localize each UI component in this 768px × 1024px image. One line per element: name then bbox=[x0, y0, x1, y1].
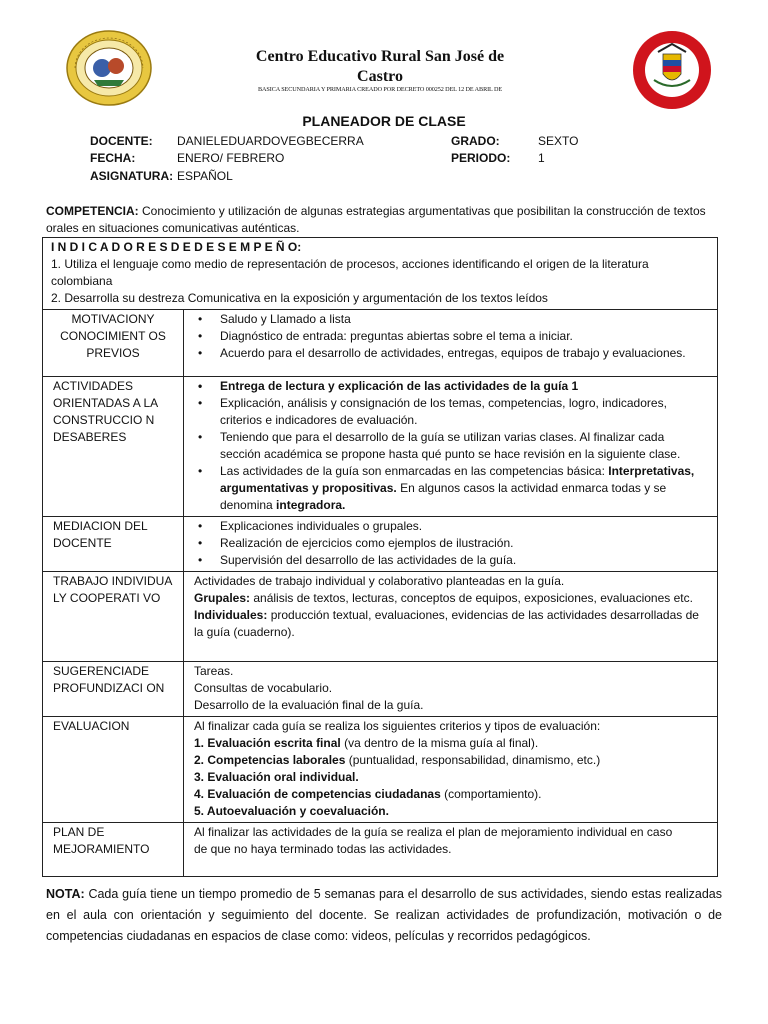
evaluacion-intro: Al finalizar cada guía se realiza los siguientes criterios y tipos de evaluación: bbox=[194, 719, 601, 733]
nota-paragraph bbox=[46, 884, 722, 947]
individuales-label: Individuales: bbox=[194, 608, 268, 622]
fecha-value: ENERO/ FEBRERO bbox=[177, 151, 285, 165]
periodo-value: 1 bbox=[538, 151, 545, 165]
plan-line2: de que no haya terminado todas las actividades. bbox=[194, 842, 452, 856]
individuales-text: producción textual, evaluaciones, evidencias de las actividades desarrolladas de la guía (cuaderno). bbox=[194, 608, 699, 639]
list-item: • Supervisión del desarrollo de las actividades de la guía. bbox=[194, 552, 707, 569]
trabajo-individuales bbox=[194, 607, 707, 641]
eval1-text: (va dentro de la misma guía al final). bbox=[340, 736, 539, 750]
asignatura-label: ASIGNATURA: bbox=[90, 169, 174, 183]
nota-label: NOTA: bbox=[46, 887, 85, 901]
table-row-actividades bbox=[43, 377, 718, 517]
indicador-item-2: 2. Desarrolla su destreza Comunicativa en la exposición y argumentación de los textos leídos bbox=[51, 291, 548, 305]
list-item: • Diagnóstico de entrada: preguntas abiertas sobre el tema a iniciar. bbox=[194, 328, 707, 345]
colombia-coat-of-arms-logo bbox=[632, 30, 712, 110]
sugerencia-line3: Desarrollo de la evaluación final de la guía. bbox=[194, 698, 424, 712]
docente-value: DANIELEDUARDOVEGBECERRA bbox=[177, 134, 364, 148]
grupales-text: análisis de textos, lecturas, conceptos de equipos, exposiciones, evaluaciones etc. bbox=[250, 591, 693, 605]
evaluacion-item-1 bbox=[194, 735, 707, 752]
list-item: • Explicaciones individuales o grupales. bbox=[194, 518, 707, 535]
grado-value: SEXTO bbox=[538, 134, 579, 148]
trabajo-grupales bbox=[194, 590, 707, 607]
indicador-item-1: 1. Utiliza el lenguaje como medio de representación de procesos, acciones identificando el origen de la literatura colombiana bbox=[51, 257, 649, 288]
item4-text-b: Interpretativas, argumentativas y propositivas. bbox=[220, 464, 695, 495]
row-label-evaluacion: EVALUACION bbox=[43, 717, 184, 823]
fecha-label: FECHA: bbox=[90, 151, 136, 165]
row-label-motivacion: MOTIVACIONY CONOCIMIENT OS PREVIOS bbox=[43, 310, 184, 377]
list-item: • Entrega de lectura y explicación de las actividades de la guía 1 bbox=[194, 378, 707, 395]
item4-text-c: En algunos casos la actividad enmarca todas y se denomina bbox=[220, 481, 667, 512]
periodo-label: PERIODO: bbox=[451, 151, 511, 165]
table-row-evaluacion bbox=[43, 717, 718, 823]
list-item: • Acuerdo para el desarrollo de actividades, entregas, equipos de trabajo y evaluaciones. bbox=[194, 345, 707, 362]
list-item: • Teniendo que para el desarrollo de la guía se utilizan varias clases. Al finalizar cada sección académica se propone hasta qué punto se hace revisión en la siguiente clase. bbox=[194, 429, 707, 463]
planner-table bbox=[42, 237, 718, 877]
table-row-sugerencia bbox=[43, 662, 718, 717]
grado-label: GRADO: bbox=[451, 134, 500, 148]
table-row-mediacion bbox=[43, 517, 718, 572]
list-item: • Explicación, análisis y consignación de los temas, competencias, logro, indicadores, criterios e indicadores de evaluación. bbox=[194, 395, 707, 429]
nota-text: Cada guía tiene un tiempo promedio de 5 semanas para el desarrollo de sus actividades, siendo estas realizadas en el aula con orientación y seguimiento del docente. Se realizan actividades de profundización, motivación o de competencias ciudadanas en espacios de clase como: videos, películas y recorridos pedagógicos. bbox=[46, 887, 722, 943]
table-row-motivacion bbox=[43, 310, 718, 377]
item4-text-a: Las actividades de la guía son enmarcadas en las competencias básica: bbox=[220, 464, 609, 478]
table-row-indicadores bbox=[43, 238, 718, 310]
row-label-trabajo: TRABAJO INDIVIDUA LY COOPERATI VO bbox=[43, 572, 184, 662]
item4-text-d: integradora. bbox=[276, 498, 346, 512]
eval1-bold: 1. Evaluación escrita final bbox=[194, 736, 341, 750]
list-item: • Saludo y Llamado a lista bbox=[194, 311, 707, 328]
row-label-mediacion: MEDIACION DEL DOCENTE bbox=[43, 517, 184, 572]
school-decree-subtitle: BASICA SECUNDARIA Y PRIMARIA CREADO POR DECRETO 000252 DEL 12 DE ABRIL DE bbox=[258, 86, 502, 93]
evaluacion-item-5: 5. Autoevaluación y coevaluación. bbox=[194, 804, 389, 818]
indicadores-heading: I N D I C A D O R E S D E D E S E M P E Ñ O: bbox=[51, 240, 302, 254]
school-name-line1: Centro Educativo Rural San José de bbox=[255, 48, 505, 65]
plan-line1: Al finalizar las actividades de la guía se realiza el plan de mejoramiento individual en caso bbox=[194, 825, 673, 839]
eval2-text: (puntualidad, responsabilidad, dinamismo, etc.) bbox=[345, 753, 601, 767]
school-name-line2: Castro bbox=[357, 68, 403, 85]
evaluacion-item-2 bbox=[194, 752, 707, 769]
table-row-plan bbox=[43, 823, 718, 877]
competencia-label: COMPETENCIA: bbox=[46, 204, 139, 218]
grupales-label: Grupales: bbox=[194, 591, 251, 605]
asignatura-value: ESPAÑOL bbox=[177, 169, 233, 183]
docente-label: DOCENTE: bbox=[90, 134, 153, 148]
eval4-text: (comportamiento). bbox=[440, 787, 542, 801]
row-label-sugerencia: SUGERENCIADE PROFUNDIZACI ON bbox=[43, 662, 184, 717]
competencia-paragraph bbox=[46, 203, 722, 237]
list-item bbox=[194, 463, 707, 514]
trabajo-line1: Actividades de trabajo individual y colaborativo planteadas en la guía. bbox=[194, 574, 565, 588]
eval4-bold: 4. Evaluación de competencias ciudadanas bbox=[194, 787, 441, 801]
competencia-text: Conocimiento y utilización de algunas estrategias argumentativas que posibilitan la construcción de textos orales en situaciones comunicativas auténticas. bbox=[46, 204, 706, 235]
evaluacion-item-3: 3. Evaluación oral individual. bbox=[194, 770, 359, 784]
evaluacion-item-4 bbox=[194, 786, 707, 803]
row-label-plan: PLAN DE MEJORAMIENTO bbox=[43, 823, 184, 877]
sugerencia-line1: Tareas. bbox=[194, 664, 234, 678]
row-label-actividades: ACTIVIDADES ORIENTADAS A LA CONSTRUCCIO N DESABERES bbox=[43, 377, 184, 517]
sugerencia-line2: Consultas de vocabulario. bbox=[194, 681, 333, 695]
table-row-trabajo bbox=[43, 572, 718, 662]
list-item: • Realización de ejercicios como ejemplos de ilustración. bbox=[194, 535, 707, 552]
eval2-bold: 2. Competencias laborales bbox=[194, 753, 346, 767]
document-title: PLANEADOR DE CLASE bbox=[302, 113, 466, 129]
school-seal-logo bbox=[66, 30, 152, 106]
